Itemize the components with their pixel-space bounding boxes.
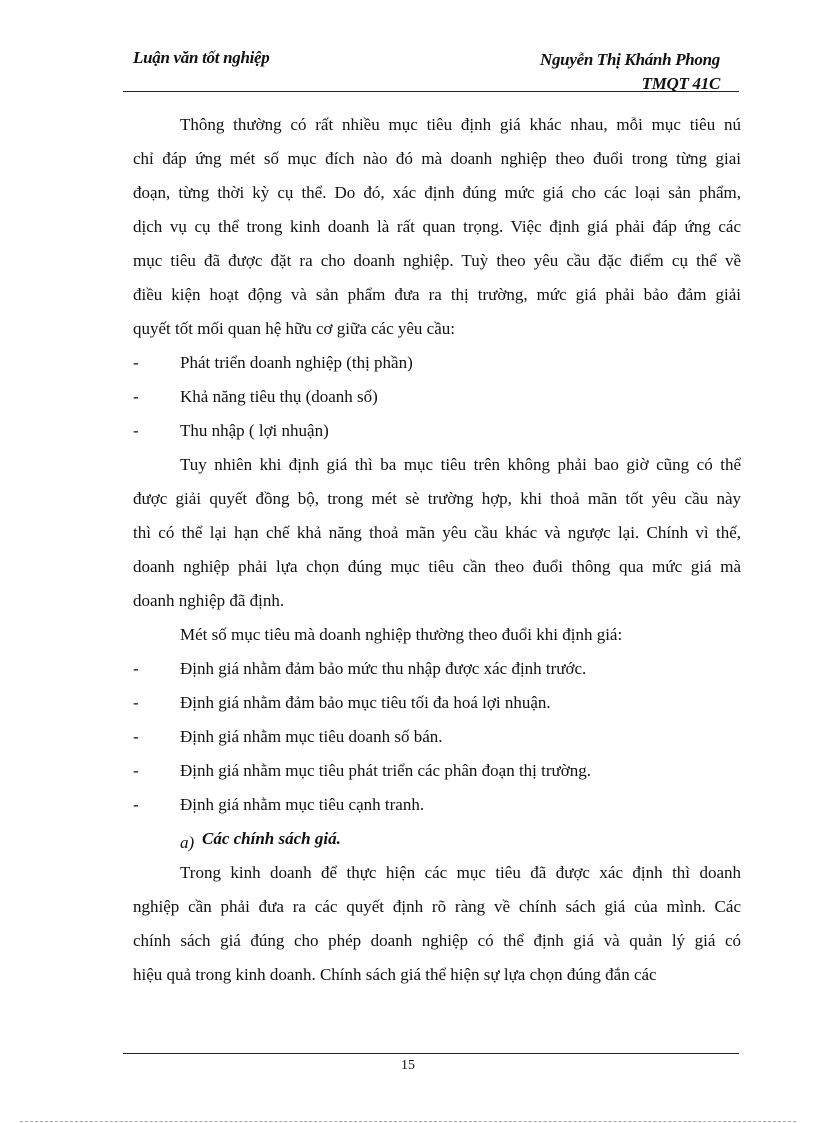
text-line: Tuy nhiên khi định giá thì ba mục tiêu trên không phải bao giờ cũng có thể (180, 455, 741, 474)
text-line: thì có thể lại hạn chế khả năng thoả mãn yêu cầu khác và ngược lại. Chính vì thế, (133, 523, 741, 542)
paragraph-1 (133, 108, 741, 346)
section-letter: a) (180, 833, 195, 852)
bullet-dash: - (133, 727, 139, 746)
list-item-text: Định giá nhằm đảm bảo mức thu nhập được xác định trước. (180, 659, 587, 678)
header-class-code: TMQT 41C (641, 74, 720, 93)
list-item (133, 652, 741, 686)
text-line: mục tiêu đã được đặt ra cho doanh nghiệp. Tuỳ theo yêu cầu đặc điểm cụ thể về (133, 251, 741, 270)
text-line: doanh nghiệp phải lựa chọn đúng mục tiêu cần theo đuổi thông qua mức giá mà (133, 557, 741, 576)
text-line: đoạn, từng thời kỳ cụ thể. Do đó, xác định đúng mức giá cho các loại sản phẩm, (133, 183, 741, 202)
text-line: Trong kinh doanh để thực hiện các mục tiêu đã được xác định thì doanh (180, 863, 741, 882)
page-number: 15 (401, 1058, 415, 1073)
paragraph-4 (133, 856, 741, 992)
bullet-dash: - (133, 761, 139, 780)
bullet-dash: - (133, 795, 139, 814)
header-document-title: Luận văn tốt nghiệp (133, 48, 270, 67)
bullet-dash: - (133, 693, 139, 712)
bullet-dash: - (133, 353, 139, 372)
footer-divider (123, 1053, 739, 1054)
list-item (133, 686, 741, 720)
list-item (133, 346, 741, 380)
header-author (540, 48, 720, 96)
text-line: điều kiện hoạt động và sản phẩm đưa ra thị trường, mức giá phải bảo đảm giải (133, 285, 741, 304)
text-line: Thông thường có rất nhiều mục tiêu định giá khác nhau, mỗi mục tiêu nú (180, 115, 741, 134)
header-divider (123, 91, 739, 92)
list-item (133, 414, 741, 448)
page-body (133, 108, 741, 992)
list-item-text: Định giá nhằm đảm bảo mục tiêu tối đa hoá lợi nhuận. (180, 693, 551, 712)
text-line: quyết tốt mối quan hệ hữu cơ giữa các yêu cầu: (133, 319, 455, 338)
text-line: chỉ đáp ứng mét số mục đích nào đó mà doanh nghiệp theo đuổi trong từng giai (133, 149, 741, 168)
bullet-dash: - (133, 387, 139, 406)
text-line: được giải quyết đồng bộ, trong mét sè trường hợp, khi thoả mãn tốt yêu cầu này (133, 489, 741, 508)
bullet-dash: - (133, 659, 139, 678)
text-line: dịch vụ cụ thể trong kinh doanh là rất quan trọng. Việc định giá phải đáp ứng các (133, 217, 741, 236)
requirements-list (133, 346, 741, 448)
list-item (133, 788, 741, 822)
list-item-text: Định giá nhằm mục tiêu doanh số bán. (180, 727, 443, 746)
list-item (133, 754, 741, 788)
paragraph-2 (133, 448, 741, 618)
paragraph-3: Mét số mục tiêu mà doanh nghiệp thường theo đuổi khi định giá: (180, 625, 623, 644)
section-heading (133, 822, 741, 856)
text-line: hiệu quả trong kinh doanh. Chính sách giá thể hiện sự lựa chọn đúng đắn các (133, 965, 657, 984)
section-title: Các chính sách giá. (202, 829, 341, 848)
pricing-objectives-list (133, 652, 741, 822)
list-item (133, 380, 741, 414)
bullet-dash: - (133, 421, 139, 440)
text-line: nghiệp cần phải đưa ra các quyết định rõ ràng về chính sách giá của mình. Các (133, 897, 741, 916)
list-item-text: Khả năng tiêu thụ (doanh số) (180, 387, 378, 406)
page-bottom-edge (20, 1121, 796, 1122)
list-item-text: Định giá nhằm mục tiêu cạnh tranh. (180, 795, 425, 814)
list-item-text: Thu nhập ( lợi nhuận) (180, 421, 329, 440)
list-item (133, 720, 741, 754)
text-line: doanh nghiệp đã định. (133, 591, 285, 610)
text-line: chính sách giá đúng cho phép doanh nghiệp có thể định giá và quản lý giá có (133, 931, 741, 950)
list-item-text: Phát triển doanh nghiệp (thị phần) (180, 353, 413, 372)
list-item-text: Định giá nhằm mục tiêu phát triển các phân đoạn thị trường. (180, 761, 591, 780)
header-author-name: Nguyễn Thị Khánh Phong (540, 50, 720, 69)
